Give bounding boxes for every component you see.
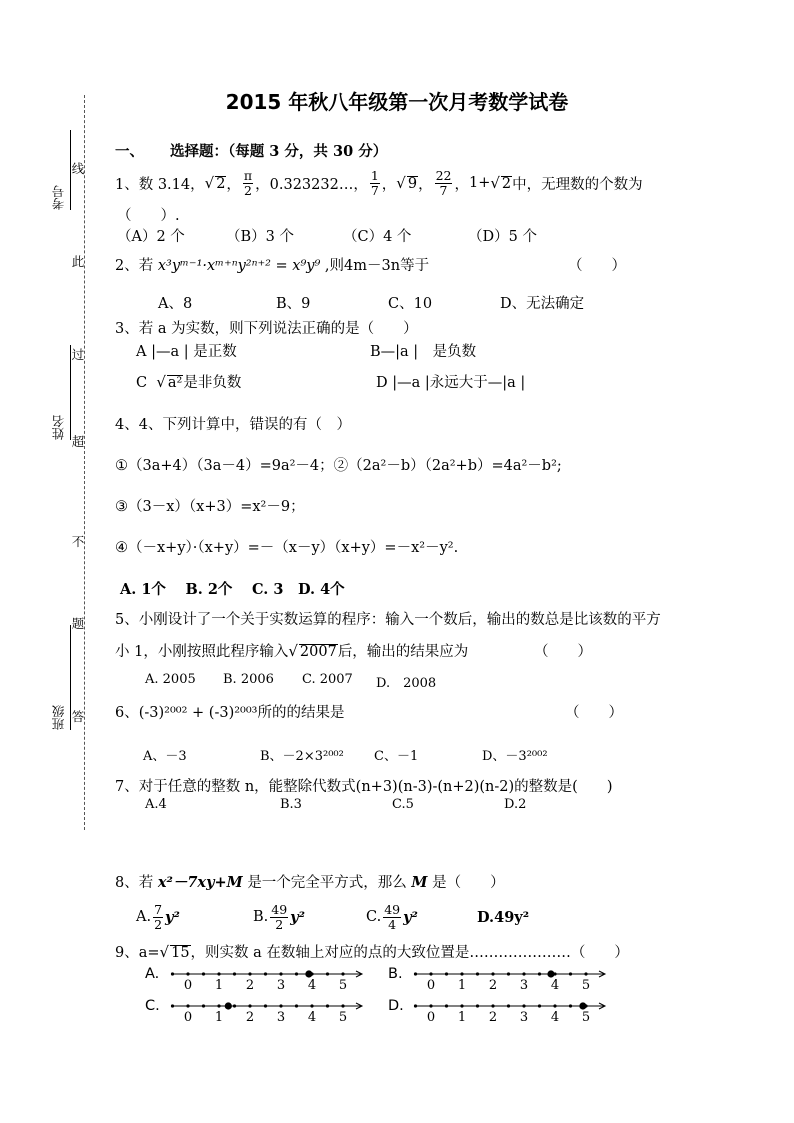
q2-option-d: D、无法确定: [500, 296, 585, 312]
q1-sqrt9: 9: [407, 175, 418, 192]
seal-char: 此: [70, 255, 85, 268]
q6-option-c: C、－1: [374, 749, 419, 764]
seal-char: 过: [70, 348, 85, 361]
q1-frac-22-7: $\frac{22}{7}$: [435, 167, 452, 198]
number-line-tick: [171, 972, 174, 975]
q3-stem: 3、若 a 为实数，则下列说法正确的是（ ）: [115, 321, 418, 337]
number-line-tick-label: 1: [214, 1010, 224, 1025]
number-line-tick: [445, 972, 448, 975]
number-line-tick-label: 0: [183, 978, 193, 993]
q3-option-c: C √ a²是非负数: [136, 373, 242, 391]
number-line-tick: [460, 1004, 463, 1007]
q4-line2: ③（3－x）（x+3）=x²－9；: [115, 499, 305, 515]
q6-option-d: D、－3²⁰⁰²: [482, 749, 548, 764]
number-line-tick: [522, 1004, 525, 1007]
q4-line1: ①（3a+4）（3a－4）=9a²－4；②（2a²－b）（2a²+b）=4a²－b²;: [115, 458, 562, 474]
number-line-tick-label: 2: [245, 978, 255, 993]
number-line-tick-label: 4: [550, 978, 560, 993]
number-line-tick: [248, 972, 251, 975]
number-line-point: [547, 970, 554, 977]
number-line-tick: [264, 972, 267, 975]
number-line-tick-label: 2: [488, 978, 498, 993]
number-line-tick-label: 5: [338, 1010, 348, 1025]
number-line-tick-label: 4: [550, 1010, 560, 1025]
seal-char: 超: [70, 435, 85, 448]
q9-label-a: A.: [145, 966, 160, 982]
q6-expr: (-3)²⁰⁰² + (-3)²⁰⁰³: [138, 705, 258, 721]
number-line-tick-label: 0: [426, 978, 436, 993]
q2-stem: 2、若 x³yᵐ⁻¹·xᵐ⁺ⁿy²ⁿ⁺² = x⁹y⁹ ,则4m－3n等于: [115, 258, 430, 274]
q1-paren: （ ）.: [117, 208, 180, 224]
q5-line1: 5、小刚设计了一个关于实数运算的程序：输入一个数后，输出的数总是比该数的平方: [115, 612, 661, 628]
number-line-tick-label: 5: [338, 978, 348, 993]
q6-option-a: A、－3: [143, 749, 187, 764]
q1-prefix: 1、数 3.14，: [115, 176, 205, 193]
number-line-tick-label: 3: [519, 1010, 529, 1025]
number-line-arrow: [356, 1003, 362, 1009]
number-line-tick: [569, 972, 572, 975]
number-line-tick: [217, 1004, 220, 1007]
number-line-tick: [584, 972, 587, 975]
q9-stem: 9、a=√ 15，则实数 a 在数轴上对应的点的大致位置是…………………（ ）: [115, 943, 629, 961]
number-line-tick: [538, 1004, 541, 1007]
q4-options: A. 1个 B. 2个 C. 3 D. 4个: [120, 581, 345, 598]
q8-option-d: D.49y²: [477, 909, 530, 926]
q7-option-b: B.3: [280, 797, 302, 812]
q5-paren: （ ）: [534, 644, 592, 660]
number-line-tick: [414, 972, 417, 975]
q2-option-b: B、9: [276, 296, 311, 312]
q1-option-a: （A）2 个: [117, 229, 185, 245]
q5-option-d: D. 2008: [376, 676, 437, 691]
number-line-tick-label: 4: [307, 1010, 317, 1025]
number-line-tick: [202, 972, 205, 975]
q3-option-d: D |—a |永远大于—|a |: [376, 375, 526, 391]
number-line-tick: [553, 1004, 556, 1007]
q9-label-d: D.: [388, 998, 404, 1014]
q9-label-c: C.: [145, 998, 160, 1014]
number-line-tick: [445, 1004, 448, 1007]
seal-char: 题: [70, 617, 85, 630]
q6-stem: 6、(-3)²⁰⁰² + (-3)²⁰⁰³所的的结果是: [115, 705, 345, 721]
q1-option-d: （D）5 个: [468, 229, 537, 245]
number-line-tick: [295, 1004, 298, 1007]
number-line-tick: [429, 1004, 432, 1007]
number-line-tick-label: 1: [457, 1010, 467, 1025]
number-line-tick: [476, 972, 479, 975]
number-line-tick-label: 1: [214, 978, 224, 993]
name-label: 姓名: [51, 415, 66, 440]
q5-option-a: A. 2005: [145, 672, 196, 687]
q1-suffix: 中，无理数的个数为: [512, 176, 643, 193]
number-line-tick: [460, 972, 463, 975]
section-number: 一、: [115, 143, 144, 160]
q4-line3: ④（－x+y）·（x+y）=－（x－y）（x+y）=－x²－y².: [115, 540, 459, 556]
section-title: 选择题：（每题 3 分，共 30 分）: [170, 143, 388, 160]
number-line-tick: [310, 1004, 313, 1007]
q4-stem: 4、4、下列计算中，错误的有（ ）: [115, 417, 351, 433]
number-line-tick: [326, 972, 329, 975]
q7-option-a: A.4: [145, 797, 167, 812]
seal-char: 不: [70, 535, 85, 548]
q8-option-b: B. $\frac{49}{2}$ y²: [253, 901, 305, 932]
number-line-tick: [507, 1004, 510, 1007]
q3-option-b: B—|a | 是负数: [370, 344, 477, 360]
number-line-tick-label: 5: [581, 978, 591, 993]
number-line-tick-label: 0: [426, 1010, 436, 1025]
number-line-arrow: [599, 1003, 605, 1009]
number-line-tick: [553, 972, 556, 975]
number-line-tick: [569, 1004, 572, 1007]
q2-expr: x³yᵐ⁻¹·xᵐ⁺ⁿy²ⁿ⁺² = x⁹y⁹: [157, 258, 321, 274]
q1-stem: 1、数 3.14， √ 2 ， $\frac{\pi}{2}$ ，0.323232…， $\frac{1}{7}$ ， √ 9 ， $\frac{22}{7}$ ， 1+ √ 2 中，无理数的个数为: [115, 167, 643, 198]
number-line-tick: [233, 972, 236, 975]
number-line-tick: [248, 1004, 251, 1007]
number-line-tick-label: 0: [183, 1010, 193, 1025]
q2-option-c: C、10: [388, 296, 433, 312]
number-line-tick: [264, 1004, 267, 1007]
number-line-tick: [310, 972, 313, 975]
number-line-tick: [279, 972, 282, 975]
q6-paren: （ ）: [565, 705, 623, 721]
q5-line2: 小 1，小刚按照此程序输入√ 2007后，输出的结果应为: [115, 642, 469, 660]
q8-expr: x²－7xy+M: [157, 874, 243, 891]
q1-option-b: （B）3 个: [226, 229, 294, 245]
number-line-tick: [522, 972, 525, 975]
number-line-tick: [279, 1004, 282, 1007]
number-line-tick: [429, 972, 432, 975]
number-line-point: [225, 1002, 232, 1009]
q7-option-c: C.5: [392, 797, 414, 812]
number-line-tick: [476, 1004, 479, 1007]
number-line-tick-label: 5: [581, 1010, 591, 1025]
number-line-point: [305, 970, 312, 977]
number-line-tick: [491, 972, 494, 975]
number-line-tick: [186, 972, 189, 975]
q5-option-b: B. 2006: [223, 672, 274, 687]
number-line-tick: [584, 1004, 587, 1007]
q7-stem: 7、对于任意的整数 n，能整除代数式(n+3)(n-3)-(n+2)(n-2)的整数是( ): [115, 779, 613, 795]
q6-option-b: B、－2×3²⁰⁰²: [260, 749, 344, 764]
seal-char: 线: [70, 162, 85, 175]
number-line-tick-label: 2: [245, 1010, 255, 1025]
q8-option-a: A. $\frac{7}{2}$ y²: [136, 901, 180, 932]
number-line-tick: [171, 1004, 174, 1007]
q5-option-c: C. 2007: [302, 672, 353, 687]
number-line-tick-label: 2: [488, 1010, 498, 1025]
q8-stem: 8、若 x²－7xy+M 是一个完全平方式，那么 M 是（ ）: [115, 874, 505, 891]
number-line-tick: [538, 972, 541, 975]
exam-no-label: 考号: [51, 185, 66, 210]
q2-option-a: A、8: [158, 296, 193, 312]
number-line-tick: [507, 972, 510, 975]
number-line-tick-label: 1: [457, 978, 467, 993]
q1-frac-pi2: $\frac{\pi}{2}$: [243, 167, 253, 198]
number-line-tick: [186, 1004, 189, 1007]
number-line-tick: [491, 1004, 494, 1007]
number-line-tick: [341, 972, 344, 975]
q2-paren: （ ）: [568, 258, 626, 274]
q8-option-c: C. $\frac{49}{4}$ y²: [366, 901, 418, 932]
number-line-tick-label: 3: [276, 1010, 286, 1025]
class-label: 班级: [51, 705, 66, 730]
number-line-tick: [233, 1004, 236, 1007]
q1-frac-1-7: $\frac{1}{7}$: [370, 167, 379, 198]
q1-option-c: （C）4 个: [343, 229, 412, 245]
number-line-point: [579, 1002, 586, 1009]
number-line-tick-label: 4: [307, 978, 317, 993]
number-line-tick: [217, 972, 220, 975]
q7-option-d: D.2: [504, 797, 527, 812]
q1-sqrt2: 2: [216, 175, 226, 192]
number-line-arrow: [356, 971, 362, 977]
page-title: 2015 年秋八年级第一次月考数学试卷: [225, 90, 569, 114]
number-line-tick: [326, 1004, 329, 1007]
number-line-tick: [295, 972, 298, 975]
number-line-arrow: [599, 971, 605, 977]
number-line-tick-label: 3: [519, 978, 529, 993]
number-line-tick-label: 3: [276, 978, 286, 993]
seal-char: 答: [70, 710, 85, 723]
q9-label-b: B.: [388, 966, 403, 982]
number-line-tick: [202, 1004, 205, 1007]
q3-option-a: A |—a | 是正数: [136, 344, 237, 360]
number-line-tick: [414, 1004, 417, 1007]
number-line-tick: [341, 1004, 344, 1007]
